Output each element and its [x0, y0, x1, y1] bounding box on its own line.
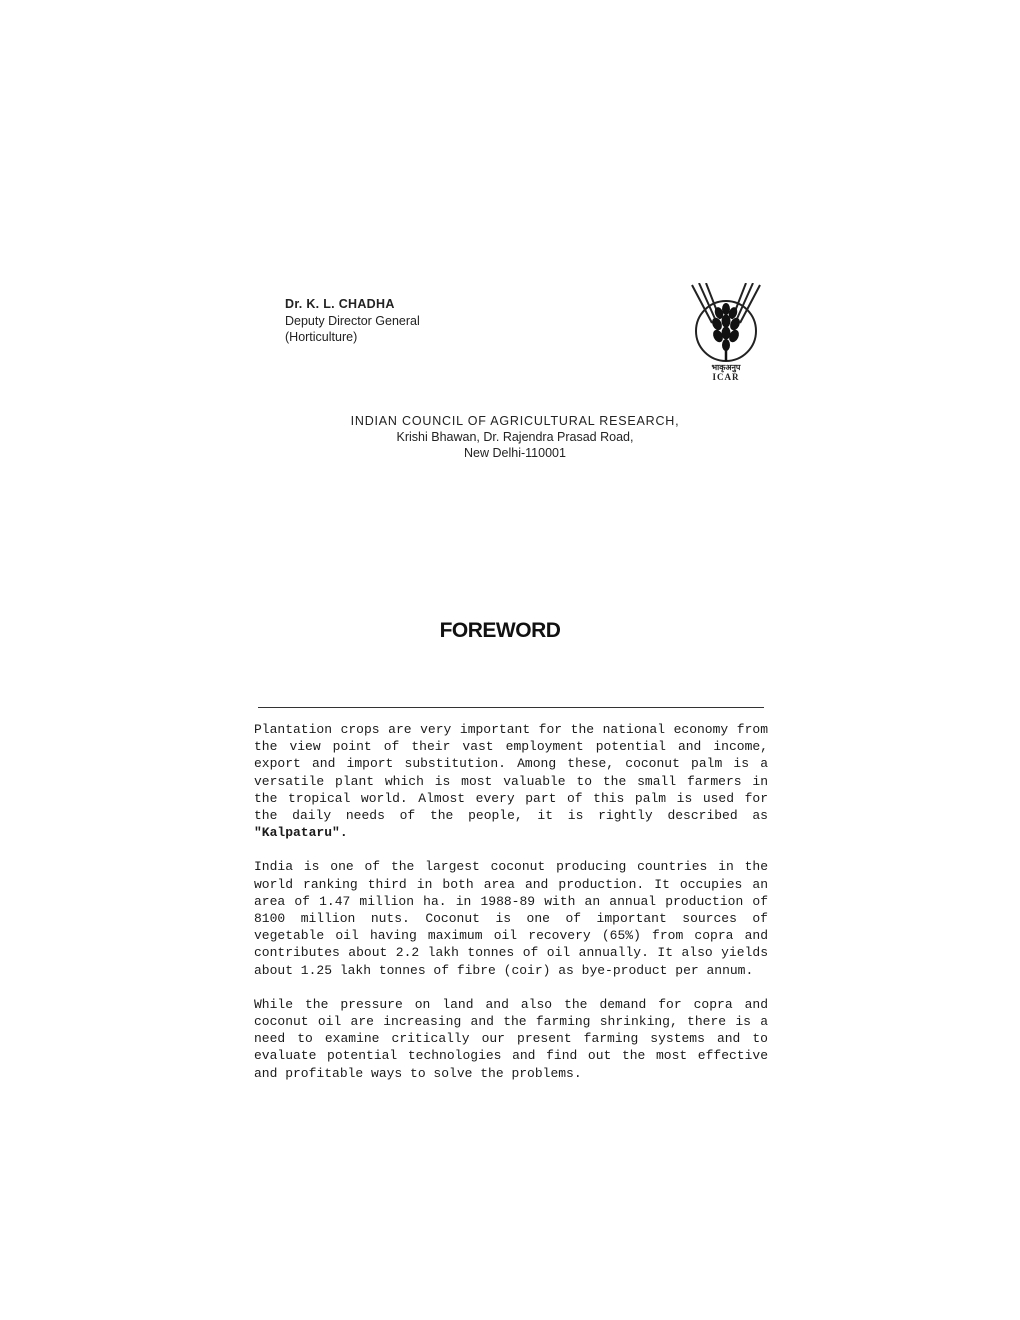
foreword-body [254, 721, 768, 1099]
paragraph: While the pressure on land and also the demand for copra and coconut oil are increasing and the farming shrinking, there is a need to examine critically our present farming systems and to evaluate potential technologies and find out the most effective and profitable ways to solve the problems. [254, 996, 768, 1081]
organization-address-line1: Krishi Bhawan, Dr. Rajendra Prasad Road, [396, 430, 634, 444]
paragraph [254, 721, 768, 841]
sender-designation: Deputy Director General [285, 313, 420, 328]
kalpataru-emphasis: "Kalpataru". [254, 825, 348, 841]
wheat-emblem-icon [684, 283, 768, 363]
sender-name: Dr. K. L. CHADHA [285, 297, 395, 311]
page-title: FOREWORD [439, 619, 561, 642]
sender-division: (Horticulture) [285, 330, 358, 344]
organization-name: INDIAN COUNCIL OF AGRICULTURAL RESEARCH, [350, 414, 680, 428]
logo-text: ICAR [712, 372, 740, 382]
paragraph: India is one of the largest coconut producing countries in the world ranking third in both area and production. It occupies an area of 1.47 million ha. in 1988-89 with an annual production of 8100 million nuts. Coconut is one of important sources of vegetable oil having maximum oil recovery (65%) from copra and contributes about 2.2 lakh tonnes of oil annually. It also yields about 1.25 lakh tonnes of fibre (coir) as bye-product per annum. [254, 859, 768, 978]
paragraph-text: Plantation crops are very important for the national economy from the view point of their vast employment potential and income, export and import substitution. Among these, coconut palm is a versatile plant which is most valuable to the small farmers in the tropical world. Almost every part of this palm is used for the daily needs of the people, it is rightly described as [254, 722, 768, 824]
organization-block [300, 413, 730, 461]
sender-block [285, 296, 420, 346]
icar-logo [684, 283, 768, 395]
organization-address-line2: New Delhi-110001 [464, 446, 566, 460]
divider [258, 707, 764, 708]
logo-hindi-text: भाकृअनुप [711, 363, 741, 372]
